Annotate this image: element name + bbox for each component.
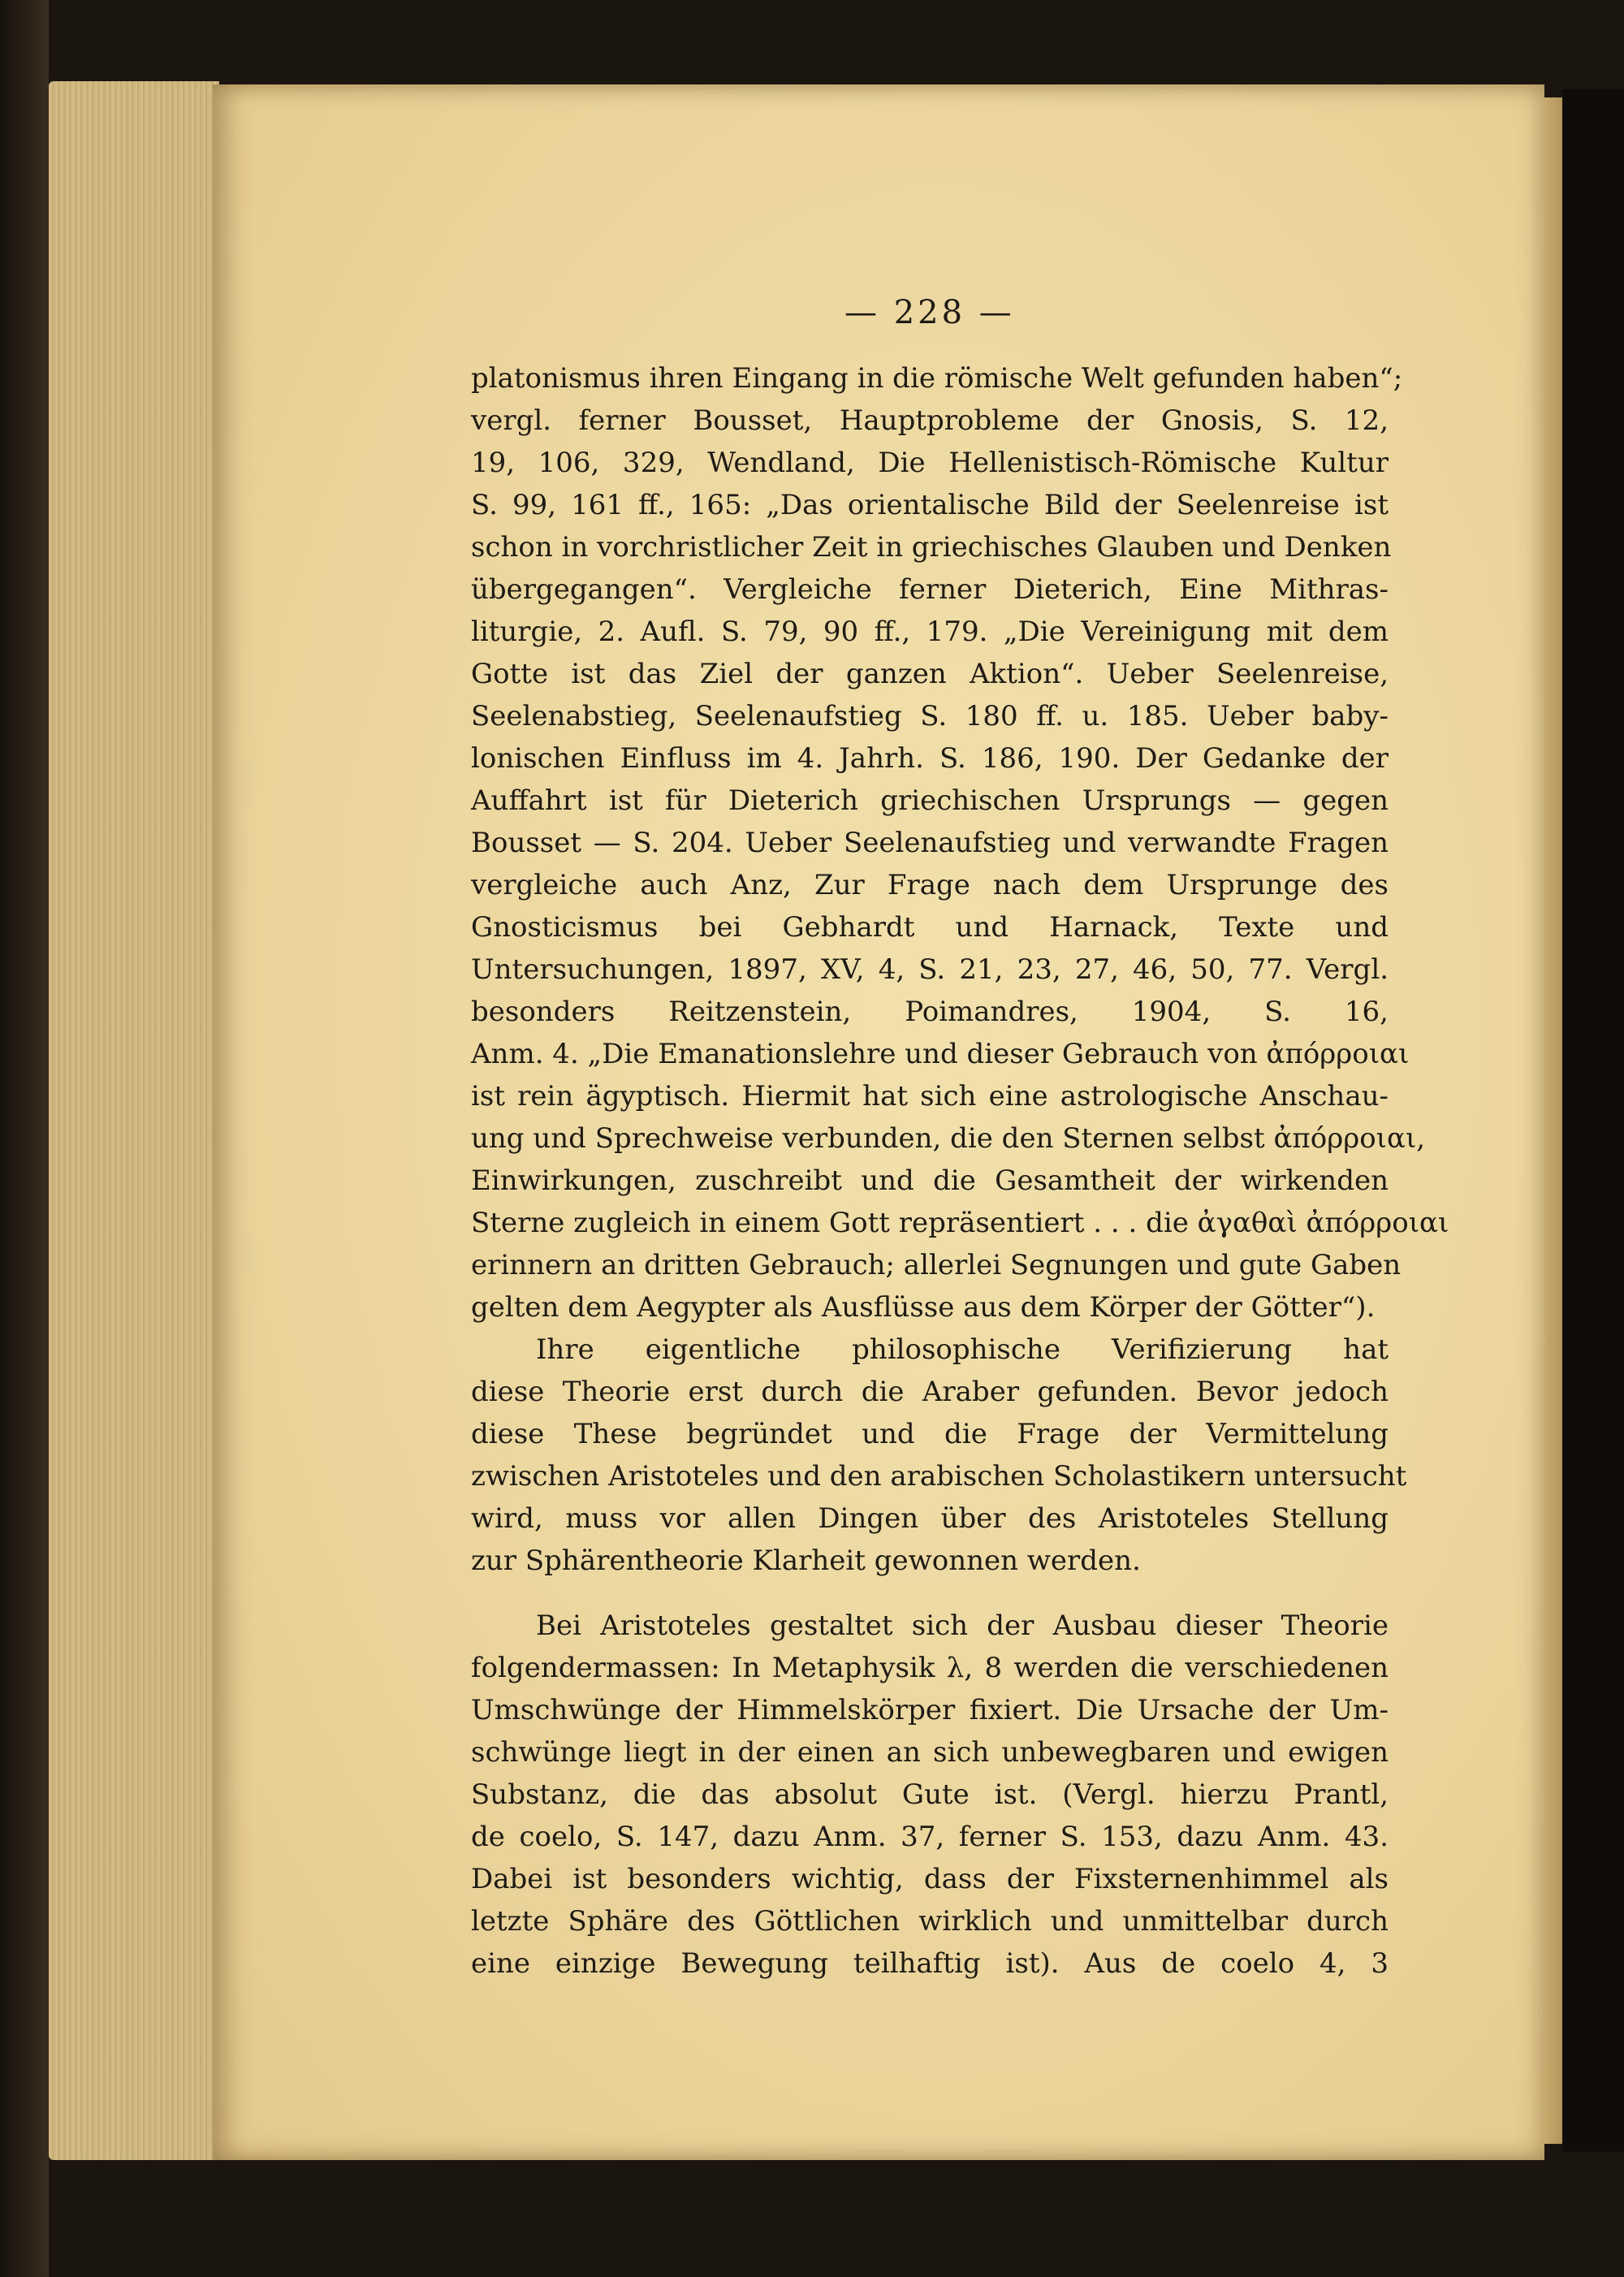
text-line: lonischen Einfluss im 4. Jahrh. S. 186, 190. Der Gedanke der: [471, 742, 1389, 775]
text-line: Gotte ist das Ziel der ganzen Aktion“. Ueber Seelenreise,: [471, 658, 1389, 690]
text-line: Untersuchungen, 1897, XV, 4, S. 21, 23, 27, 46, 50, 77. Vergl.: [471, 953, 1389, 986]
page-number: — 228 —: [844, 294, 1015, 331]
paragraph-gap: [471, 1582, 1389, 1605]
text-line: diese These begründet und die Frage der Vermittelung: [471, 1418, 1389, 1450]
text-line: 19, 106, 329, Wendland, Die Hellenistisch-Römische Kultur: [471, 447, 1389, 479]
text-line: vergl. ferner Bousset, Hauptprobleme der Gnosis, S. 12,: [471, 404, 1389, 437]
text-line: ist rein ägyptisch. Hiermit hat sich eine astrologische Anschau-: [471, 1080, 1389, 1113]
text-line: Substanz, die das absolut Gute ist. (Vergl. hierzu Prantl,: [471, 1778, 1389, 1811]
text-line: Umschwünge der Himmelskörper fixiert. Die Ursache der Um-: [471, 1694, 1389, 1726]
text-line: Einwirkungen, zuschreibt und die Gesamtheit der wirkenden: [471, 1164, 1389, 1197]
text-line: Seelenabstieg, Seelenaufstieg S. 180 ff. u. 185. Ueber baby-: [471, 700, 1389, 732]
text-line: Bei Aristoteles gestaltet sich der Ausbau dieser Theorie: [536, 1609, 1389, 1642]
text-line: liturgie, 2. Aufl. S. 79, 90 ff., 179. „Die Vereinigung mit dem: [471, 616, 1389, 648]
page-stack-edges: [49, 81, 219, 2160]
text-line: gelten dem Aegypter als Ausflüsse aus dem Körper der Götter“).: [471, 1291, 1376, 1324]
text-line: platonismus ihren Eingang in die römische Welt gefunden haben“;: [471, 362, 1403, 395]
text-line: vergleiche auch Anz, Zur Frage nach dem Ursprunge des: [471, 869, 1389, 901]
body-text: [471, 357, 1449, 1985]
text-line: Sterne zugleich in einem Gott repräsentiert . . . die ἀγαθαὶ ἀπόρροιαι: [471, 1207, 1449, 1239]
page-gutter-right: [1544, 97, 1562, 2144]
text-line: Gnosticismus bei Gebhardt und Harnack, Texte und: [471, 911, 1389, 944]
text-line: S. 99, 161 ff., 165: „Das orientalische Bild der Seelenreise ist: [471, 489, 1389, 521]
text-line: Ihre eigentliche philosophische Verifizierung hat: [536, 1333, 1389, 1366]
text-line: folgendermassen: In Metaphysik λ, 8 werden die verschiedenen: [471, 1652, 1389, 1684]
text-line: besonders Reitzenstein, Poimandres, 1904, S. 16,: [471, 996, 1389, 1028]
text-line: letzte Sphäre des Göttlichen wirklich und unmittelbar durch: [471, 1905, 1389, 1938]
book-binding-left: [0, 0, 49, 2277]
text-line: schon in vorchristlicher Zeit in griechisches Glauben und Denken: [471, 531, 1392, 564]
text-line: eine einzige Bewegung teilhaftig ist). Aus de coelo 4, 3: [471, 1947, 1389, 1980]
text-line: ung und Sprechweise verbunden, die den Sternen selbst ἀπόρροιαι,: [471, 1122, 1426, 1155]
text-line: übergegangen“. Vergleiche ferner Dieterich, Eine Mithras-: [471, 573, 1389, 606]
facing-page-edge: [1562, 89, 1624, 2152]
text-line: Bousset — S. 204. Ueber Seelenaufstieg und verwandte Fragen: [471, 827, 1389, 859]
text-line: Auffahrt ist für Dieterich griechischen Ursprungs — gegen: [471, 784, 1389, 817]
text-line: wird, muss vor allen Dingen über des Aristoteles Stellung: [471, 1502, 1389, 1535]
text-line: erinnern an dritten Gebrauch; allerlei Segnungen und gute Gaben: [471, 1249, 1402, 1281]
text-line: de coelo, S. 147, dazu Anm. 37, ferner S. 153, dazu Anm. 43.: [471, 1821, 1389, 1853]
text-line: Dabei ist besonders wichtig, dass der Fixsternenhimmel als: [471, 1863, 1389, 1895]
text-line: Anm. 4. „Die Emanationslehre und dieser Gebrauch von ἀπόρροιαι: [471, 1038, 1410, 1070]
text-line: schwünge liegt in der einen an sich unbewegbaren und ewigen: [471, 1736, 1389, 1769]
text-line: zwischen Aristoteles und den arabischen Scholastikern untersucht: [471, 1460, 1407, 1493]
text-line: diese Theorie erst durch die Araber gefunden. Bevor jedoch: [471, 1376, 1389, 1408]
text-line: zur Sphärentheorie Klarheit gewonnen werden.: [471, 1545, 1141, 1577]
